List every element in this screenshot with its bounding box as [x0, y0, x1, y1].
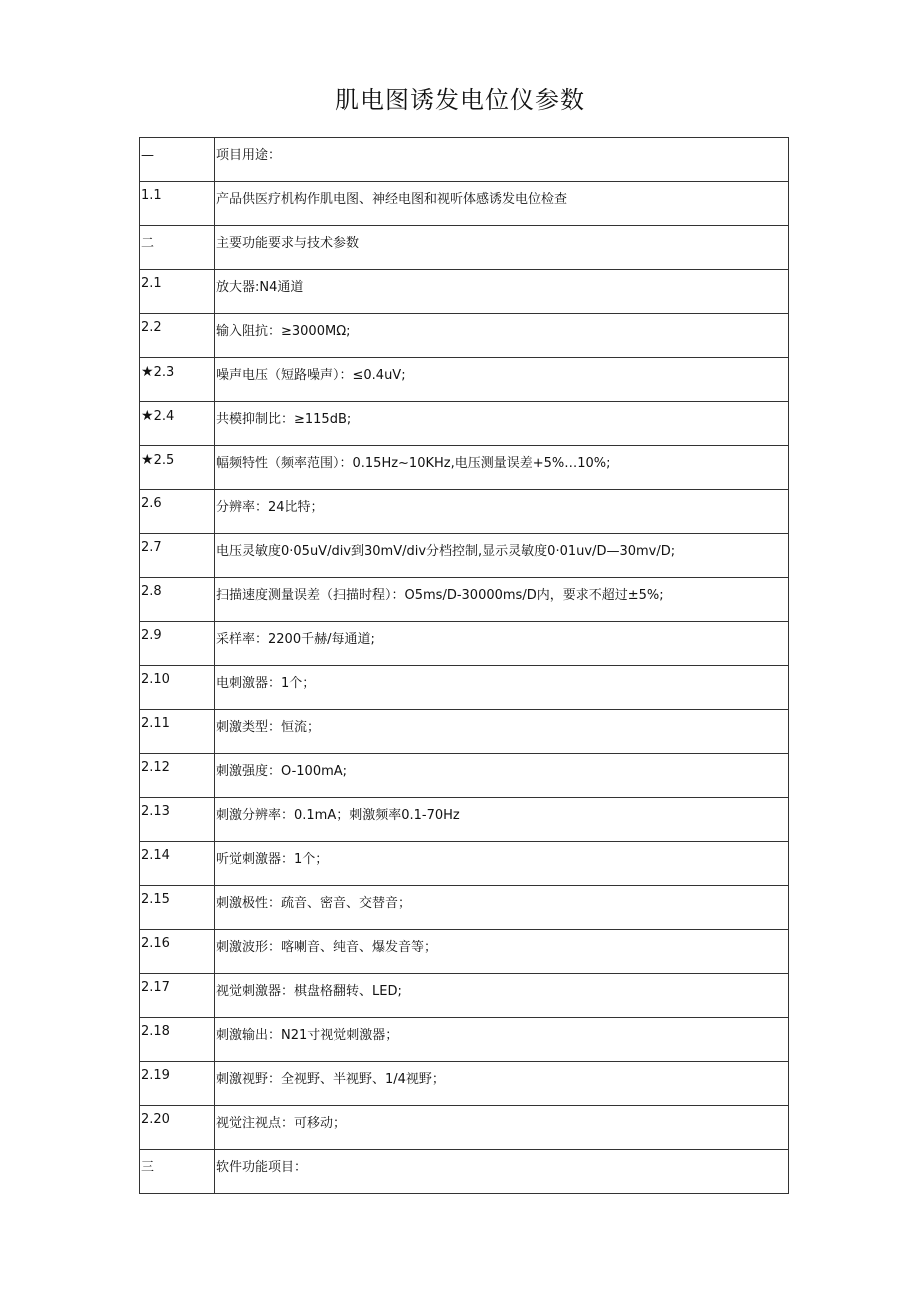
item-number — [141, 358, 214, 381]
item-number-cell — [140, 446, 215, 490]
item-description: 刺激极性：疏音、密音、交替音； — [216, 896, 412, 911]
table-row — [140, 710, 789, 754]
item-description: 噪声电压（短路噪声）：≤0.4uV; — [216, 368, 406, 383]
item-description-cell — [215, 622, 789, 666]
table-row — [140, 182, 789, 226]
table-row — [140, 974, 789, 1018]
item-number-label: 2.12 — [141, 760, 170, 775]
item-description: 听觉刺激器：1个； — [216, 852, 329, 867]
item-description: 刺激强度：O-100mA; — [216, 764, 348, 779]
item-number-label: 2.4 — [153, 409, 175, 424]
item-description: 刺激分辨率：0.1mA；刺激频率0.1-70Hz — [216, 808, 460, 823]
item-description-cell — [215, 710, 789, 754]
item-description-cell — [215, 358, 789, 402]
item-number-cell — [140, 314, 215, 358]
item-description: 输入阻抗：≥3000MΩ; — [216, 324, 351, 339]
item-description: 刺激视野：全视野、半视野、1/4视野； — [216, 1072, 445, 1087]
item-description-cell — [215, 754, 789, 798]
table-row — [140, 930, 789, 974]
item-description-cell — [215, 226, 789, 270]
item-number-label: 2.16 — [141, 936, 170, 951]
item-number-label: 2.15 — [141, 892, 170, 907]
item-number-label: 2.11 — [141, 716, 170, 731]
item-number — [141, 1018, 214, 1040]
table-row — [140, 798, 789, 842]
table-row — [140, 534, 789, 578]
item-number-cell — [140, 1018, 215, 1062]
item-number — [141, 1150, 214, 1176]
item-number — [141, 930, 214, 952]
table-row — [140, 666, 789, 710]
item-description: 共模抑制比：≥115dB; — [216, 412, 352, 427]
item-number — [141, 886, 214, 908]
item-description: 放大器:N4通道 — [216, 280, 304, 295]
table-row — [140, 270, 789, 314]
item-description: 电刺激器：1个； — [216, 676, 316, 691]
table-row — [140, 886, 789, 930]
item-number-cell — [140, 182, 215, 226]
item-description-cell — [215, 798, 789, 842]
item-number-label: 2.10 — [141, 672, 170, 687]
item-description-cell — [215, 490, 789, 534]
item-description-cell — [215, 1150, 789, 1194]
table-row — [140, 358, 789, 402]
item-description: 采样率：2200千赫/每通道; — [216, 632, 375, 647]
item-number-cell — [140, 710, 215, 754]
item-number-cell — [140, 226, 215, 270]
item-number-label: 2.2 — [141, 320, 162, 335]
item-number-cell — [140, 1150, 215, 1194]
item-number — [141, 974, 214, 996]
table-row — [140, 402, 789, 446]
item-number — [141, 798, 214, 820]
item-number — [141, 490, 214, 512]
item-number-label: 2.14 — [141, 848, 170, 863]
item-description-cell — [215, 1018, 789, 1062]
item-number-label: 三 — [141, 1160, 155, 1175]
item-number-cell — [140, 402, 215, 446]
item-number — [141, 446, 214, 469]
star-icon: ★ — [141, 452, 154, 468]
item-number-label: — — [141, 148, 154, 163]
item-number — [141, 314, 214, 336]
item-number-cell — [140, 974, 215, 1018]
item-number-cell — [140, 754, 215, 798]
item-number-label: 2.6 — [141, 496, 162, 511]
item-number-cell — [140, 622, 215, 666]
item-number-cell — [140, 534, 215, 578]
item-number-label: 2.1 — [141, 276, 162, 291]
table-row — [140, 226, 789, 270]
item-number-cell — [140, 578, 215, 622]
item-description: 幅频特性（频率范围）：0.15Hz~10KHz,电压测量误差+5%…10%; — [216, 456, 611, 471]
star-icon: ★ — [141, 364, 154, 380]
item-description-cell — [215, 270, 789, 314]
item-description-cell — [215, 886, 789, 930]
item-number — [141, 578, 214, 600]
table-row — [140, 578, 789, 622]
item-description: 项目用途： — [216, 148, 282, 163]
table-row — [140, 622, 789, 666]
parameter-table-body — [140, 138, 789, 1194]
item-number-cell — [140, 798, 215, 842]
item-description-cell — [215, 314, 789, 358]
item-number-label: 2.13 — [141, 804, 170, 819]
item-description-cell — [215, 182, 789, 226]
table-row — [140, 1062, 789, 1106]
table-row — [140, 138, 789, 182]
item-number — [141, 842, 214, 864]
item-description-cell — [215, 842, 789, 886]
item-description-cell — [215, 402, 789, 446]
item-number — [141, 754, 214, 776]
item-description-cell — [215, 974, 789, 1018]
item-description: 刺激类型：恒流； — [216, 720, 321, 735]
item-number-label: 2.20 — [141, 1112, 170, 1127]
item-number-label: 2.9 — [141, 628, 162, 643]
item-number-cell — [140, 930, 215, 974]
item-description-cell — [215, 446, 789, 490]
item-number-label: 2.7 — [141, 540, 162, 555]
item-number-label: 2.19 — [141, 1068, 170, 1083]
table-row — [140, 314, 789, 358]
table-row — [140, 1106, 789, 1150]
item-description: 扫描速度测量误差（扫描时程）：O5ms/D-30000ms/D内，要求不超过±5%; — [216, 588, 664, 603]
table-row — [140, 842, 789, 886]
item-number-cell — [140, 1106, 215, 1150]
table-row — [140, 754, 789, 798]
document-title: 肌电图诱发电位仪参数 — [335, 86, 585, 114]
item-description-cell — [215, 666, 789, 710]
item-number-label: 二 — [141, 236, 155, 251]
item-number — [141, 182, 214, 204]
item-number — [141, 226, 214, 252]
item-number-label: 2.5 — [153, 453, 175, 468]
parameter-table — [139, 137, 789, 1194]
item-number-label: 2.18 — [141, 1024, 170, 1039]
item-description: 视觉刺激器：棋盘格翻转、LED; — [216, 984, 402, 999]
item-number-cell — [140, 138, 215, 182]
item-number-cell — [140, 886, 215, 930]
item-number-cell — [140, 270, 215, 314]
item-number — [141, 666, 214, 688]
table-row — [140, 490, 789, 534]
item-number-cell — [140, 842, 215, 886]
item-description: 视觉注视点：可移动； — [216, 1116, 347, 1131]
item-description: 软件功能项目： — [216, 1160, 308, 1175]
item-number — [141, 270, 214, 292]
item-number — [141, 402, 214, 425]
item-description: 主要功能要求与技术参数 — [216, 236, 360, 251]
item-number-cell — [140, 358, 215, 402]
item-description-cell — [215, 138, 789, 182]
item-number-label: 2.3 — [153, 365, 175, 380]
item-number — [141, 1106, 214, 1128]
item-description: 分辨率：24比特； — [216, 500, 324, 515]
item-number — [141, 138, 214, 164]
item-description-cell — [215, 534, 789, 578]
item-description-cell — [215, 930, 789, 974]
star-icon: ★ — [141, 408, 154, 424]
table-row — [140, 446, 789, 490]
item-description: 刺激波形：喀喇音、纯音、爆发音等； — [216, 940, 438, 955]
item-number-label: 2.17 — [141, 980, 170, 995]
item-number — [141, 710, 214, 732]
item-description: 刺激输出：N21寸视觉刺激器； — [216, 1028, 399, 1043]
item-number — [141, 534, 214, 556]
table-row — [140, 1018, 789, 1062]
item-number-cell — [140, 666, 215, 710]
item-description-cell — [215, 1062, 789, 1106]
item-number-label: 1.1 — [141, 188, 162, 203]
item-description-cell — [215, 1106, 789, 1150]
item-number-cell — [140, 490, 215, 534]
item-number-cell — [140, 1062, 215, 1106]
item-number — [141, 1062, 214, 1084]
item-number — [141, 622, 214, 644]
item-number-label: 2.8 — [141, 584, 162, 599]
item-description-cell — [215, 578, 789, 622]
table-row — [140, 1150, 789, 1194]
item-description: 电压灵敏度0·05uV/div到30mV/div分档控制,显示灵敏度0·01uv/D—30mv/D; — [216, 544, 676, 559]
item-description: 产品供医疗机构作肌电图、神经电图和视听体感诱发电位检查 — [216, 192, 568, 207]
